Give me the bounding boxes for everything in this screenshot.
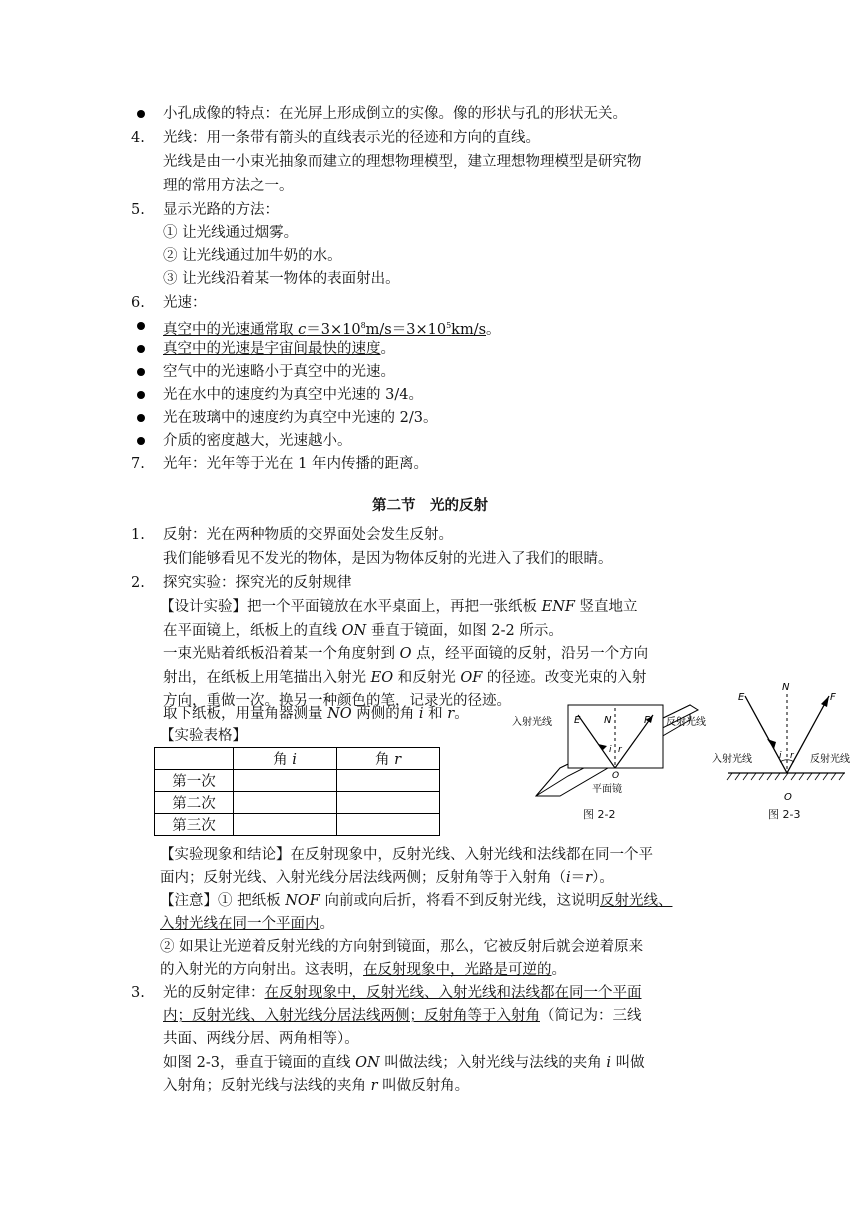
figure-2-2-diagram xyxy=(508,700,728,825)
table-row-label: 第二次 xyxy=(155,792,234,814)
law-line-3: 共面、两线分居、两角相等）。 xyxy=(163,1031,359,1047)
fig22-incident-label: 入射光线 xyxy=(512,717,552,728)
table-row xyxy=(155,770,440,792)
note2-line-1: ② 如果让光逆着反射光线的方向射到镜面，那么，它被反射后就会逆着原来 xyxy=(160,939,644,955)
item-number: 7. xyxy=(131,456,145,472)
design-line-5: 方向，重做一次。换另一种颜色的笔，记录光的径迹。 xyxy=(163,693,511,709)
table-row-label: 第三次 xyxy=(155,814,234,836)
figure-explanation-2: 入射角；反射光线与法线的夹角 r 叫做反射角。 xyxy=(163,1078,470,1094)
item-number: 1. xyxy=(131,527,145,543)
table-row-label: 第一次 xyxy=(155,770,234,792)
table-row xyxy=(155,792,440,814)
light-speed-glass: 光在玻璃中的速度约为真空中光速的 2/3。 xyxy=(163,410,438,426)
experiment-table xyxy=(154,747,440,836)
conclusion-line-2: 面内；反射光线、入射光线分居法线两侧；反射角等于入射角（i＝r）。 xyxy=(160,870,614,886)
fig22-label-F: F xyxy=(644,715,650,726)
table-label: 【实验表格】 xyxy=(160,728,247,744)
light-ray-text-3: 理的常用方法之一。 xyxy=(163,178,294,194)
fig22-label-r: r xyxy=(618,745,622,755)
fig22-label-O: O xyxy=(612,771,620,781)
section-title: 第二节 光的反射 xyxy=(372,498,488,514)
note-line-1: 【注意】① 把纸板 NOF 向前或向后折，将看不到反射光线，这说明反射光线、 xyxy=(160,893,673,909)
fig22-reflected-label: 反射光线 xyxy=(666,717,706,728)
table-cell xyxy=(234,814,337,836)
figure-2-3-diagram xyxy=(710,678,860,803)
figure-explanation-1: 如图 2-3，垂直于镜面的直线 ON 叫做法线；入射光线与法线的夹角 i 叫做 xyxy=(163,1055,645,1071)
fig22-mirror-label: 平面镜 xyxy=(592,784,622,795)
note2-line-2: 的入射光的方向射出。这表明，在反射现象中，光路是可逆的。 xyxy=(160,962,566,978)
conclusion-line-1: 【实验现象和结论】在反射现象中，反射光线、入射光线和法线都在同一个平 xyxy=(160,847,653,863)
table-cell xyxy=(234,792,337,814)
item-number: 4. xyxy=(131,130,145,146)
light-ray-text-2: 光线是由一小束光抽象而建立的理想物理模型，建立理想物理模型是研究物 xyxy=(163,154,642,170)
light-speed-vacuum: 真空中的光速通常取 $c=3\times 10^8m/s=3\times 10^5km/s$。 xyxy=(163,321,501,338)
item-number: 6. xyxy=(131,295,145,311)
table-header-row xyxy=(155,748,440,770)
item-number: 5. xyxy=(131,202,145,218)
law-line-2: 内；反射光线、入射光线分居法线两侧；反射角等于入射角（简记为：三线 xyxy=(163,1008,642,1024)
design-line-2: 在平面镜上，纸板上的直线 ON 垂直于镜面，如图 2-2 所示。 xyxy=(163,623,563,639)
table-cell xyxy=(337,770,440,792)
fig23-label-i: i xyxy=(779,751,782,761)
bullet-icon xyxy=(137,437,145,445)
design-line-6: 取下纸板，用量角器测量 NO 两侧的角 i 和 r。 xyxy=(163,706,469,722)
fig23-reflected-label: 反射光线 xyxy=(810,754,850,765)
experiment-heading: 探究实验：探究光的反射规律 xyxy=(163,575,352,591)
fig23-label-O: O xyxy=(784,792,792,803)
reflected-arrow-icon xyxy=(821,696,829,707)
light-speed-water: 光在水中的速度约为真空中光速的 3/4。 xyxy=(163,387,423,403)
light-speed-value: 真空中的光速通常取 $c=3\times 10^8m/s=3\times 10^5km/s$ xyxy=(163,321,487,338)
table-header-angle-r: 角 r xyxy=(337,748,440,770)
light-speed-density: 介质的密度越大，光速越小。 xyxy=(163,433,352,449)
fig22-label-i: i xyxy=(609,745,612,755)
incident-arrow-icon xyxy=(767,739,776,749)
figure-2-2-caption: 图 2-2 xyxy=(583,808,616,821)
pinhole-text: 小孔成像的特点：在光屏上形成倒立的实像。像的形状与孔的形状无关。 xyxy=(163,106,627,122)
fig22-label-N: N xyxy=(604,715,612,726)
fig23-label-N: N xyxy=(782,682,790,693)
fig23-label-E: E xyxy=(738,692,745,703)
note-line-2: 入射光线在同一个平面内。 xyxy=(160,916,334,932)
bullet-icon xyxy=(137,322,145,330)
bullet-icon xyxy=(137,368,145,376)
design-line-3: 一束光贴着纸板沿着某一个角度射到 O 点，经平面镜的反射，沿另一个方向 xyxy=(163,646,649,662)
light-path-method-2: ② 让光线通过加牛奶的水。 xyxy=(163,248,342,264)
fig22-label-E: E xyxy=(574,715,581,726)
bullet-icon xyxy=(137,414,145,422)
bullet-icon xyxy=(137,345,145,353)
item-number: 2. xyxy=(131,575,145,591)
mirror-hatch xyxy=(727,773,844,780)
table-cell xyxy=(337,814,440,836)
light-path-method-3: ③ 让光线沿着某一物体的表面射出。 xyxy=(163,271,400,287)
design-line-1: 【设计实验】把一个平面镜放在水平桌面上，再把一张纸板 ENF 竖直地立 xyxy=(160,599,638,615)
table-row xyxy=(155,814,440,836)
light-speed-fastest: 真空中的光速是宇宙间最快的速度。 xyxy=(163,341,395,357)
figure-2-3-caption: 图 2-3 xyxy=(768,808,801,821)
light-speed-heading: 光速： xyxy=(163,295,207,311)
design-line-4: 射出，在纸板上用笔描出入射光 EO 和反射光 OF 的径迹。改变光束的入射 xyxy=(163,670,647,686)
reflection-definition-2: 我们能够看见不发光的物体，是因为物体反射的光进入了我们的眼睛。 xyxy=(163,551,613,567)
bullet-icon xyxy=(137,110,145,118)
fig23-incident-label: 入射光线 xyxy=(712,754,752,765)
light-speed-air: 空气中的光速略小于真空中的光速。 xyxy=(163,364,395,380)
fig23-label-F: F xyxy=(830,692,836,703)
table-header-angle-i: 角 i xyxy=(234,748,337,770)
light-path-method-1: ① 让光线通过烟雾。 xyxy=(163,225,299,241)
bullet-icon xyxy=(137,391,145,399)
light-ray-text: 光线：用一条带有箭头的直线表示光的径迹和方向的直线。 xyxy=(163,130,540,146)
table-header-empty xyxy=(155,748,234,770)
item-number: 3. xyxy=(131,985,145,1001)
fig23-label-r: r xyxy=(790,751,794,761)
reflection-definition: 反射：光在两种物质的交界面处会发生反射。 xyxy=(163,527,453,543)
light-year-text: 光年：光年等于光在 1 年内传播的距离。 xyxy=(163,456,428,472)
light-path-heading: 显示光路的方法： xyxy=(163,202,279,218)
law-line-1: 光的反射定律：在反射现象中，反射光线、入射光线和法线都在同一个平面 xyxy=(163,985,642,1001)
table-cell xyxy=(234,770,337,792)
table-cell xyxy=(337,792,440,814)
